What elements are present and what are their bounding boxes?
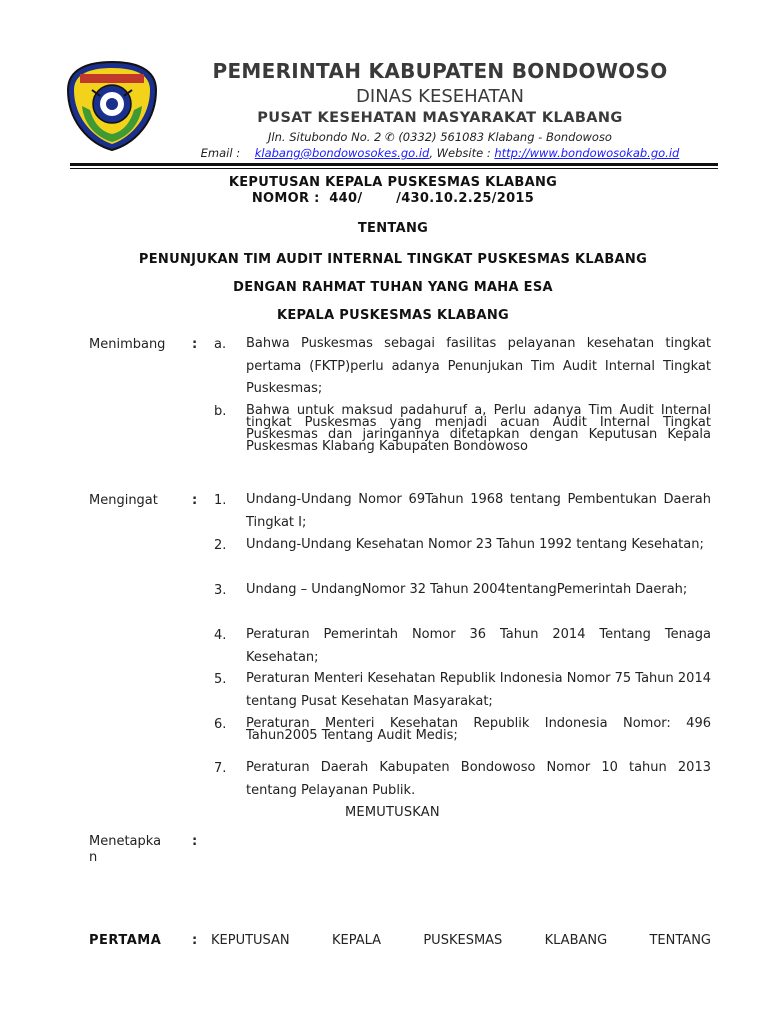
authority-heading: KEPALA PUSKESMAS KLABANG: [276, 308, 509, 323]
grace-heading: DENGAN RAHMAT TUHAN YANG MAHA ESA: [233, 280, 553, 295]
pertama-word: TENTANG: [649, 933, 711, 948]
pertama-label: PERTAMA: [89, 933, 162, 948]
pertama-text: [211, 933, 711, 948]
website-label: , Website :: [429, 146, 491, 160]
address-line: Jln. Situbondo No. 2 ✆ (0332) 561083 Klabang - Bondowoso: [268, 130, 612, 144]
mengingat-item-2: Undang-Undang Kesehatan Nomor 23 Tahun 1992 tentang Kesehatan;: [246, 537, 704, 552]
pertama-colon: :: [192, 933, 198, 948]
memutuskan-heading: MEMUTUSKAN: [345, 805, 440, 820]
menimbang-marker-b: b.: [214, 404, 227, 419]
email-label: Email :: [200, 146, 241, 160]
menimbang-label: Menimbang: [89, 337, 166, 352]
menimbang-colon: :: [192, 337, 198, 352]
pertama-word: KEPUTUSAN: [211, 933, 290, 948]
mengingat-marker-2: 2.: [214, 538, 227, 553]
letterhead-rule-thick: [70, 163, 718, 166]
email-link[interactable]: klabang@bondowosokes.go.id: [254, 146, 430, 160]
mengingat-colon: :: [192, 493, 198, 508]
mengingat-marker-4: 4.: [214, 628, 227, 643]
decree-subject: PENUNJUKAN TIM AUDIT INTERNAL TINGKAT PUSKESMAS KLABANG: [138, 252, 648, 267]
mengingat-marker-7: 7.: [214, 761, 227, 776]
government-name: PEMERINTAH KABUPATEN BONDOWOSO: [212, 59, 668, 83]
letterhead-rule-thin: [70, 168, 718, 169]
menimbang-marker-a: a.: [214, 337, 227, 352]
mengingat-marker-6: 6.: [214, 717, 227, 732]
pertama-word: KLABANG: [544, 933, 608, 948]
mengingat-label: Mengingat: [89, 493, 158, 508]
menimbang-item-a: Bahwa Puskesmas sebagai fasilitas pelayanan kesehatan tingkat pertama (FKTP)perlu adanya Penunjukan Tim Audit Internal Tingkat Puskesmas;: [246, 336, 711, 396]
decree-number: NOMOR : 440/ /430.10.2.25/2015: [251, 191, 535, 206]
mengingat-item-3: Undang – UndangNomor 32 Tahun 2004tentangPemerintah Daerah;: [246, 582, 688, 597]
bondowoso-emblem-logo: [64, 60, 160, 152]
menimbang-item-b: Bahwa untuk maksud padahuruf a, Perlu adanya Tim Audit Internal tingkat Puskesmas yang menjadi acuan Audit Internal Tingkat Puskesmas dan jaringannya ditetapkan dengan Keputusan Kepala Puskesmas Klabang Kabupaten Bondowoso: [246, 403, 711, 454]
pertama-word: PUSKESMAS: [423, 933, 503, 948]
mengingat-item-4: Peraturan Pemerintah Nomor 36 Tahun 2014 Tentang Tenaga Kesehatan;: [246, 627, 711, 665]
tentang-heading: TENTANG: [357, 221, 429, 236]
mengingat-item-7: Peraturan Daerah Kabupaten Bondowoso Nomor 10 tahun 2013 tentang Pelayanan Publik.: [246, 760, 711, 798]
department-name: DINAS KESEHATAN: [356, 86, 524, 107]
health-center-name: PUSAT KESEHATAN MASYARAKAT KLABANG: [257, 110, 623, 126]
mengingat-item-5: Peraturan Menteri Kesehatan Republik Indonesia Nomor 75 Tahun 2014 tentang Pusat Kesehatan Masyarakat;: [246, 671, 711, 709]
mengingat-marker-5: 5.: [214, 672, 227, 687]
mengingat-marker-3: 3.: [214, 583, 227, 598]
menetapkan-label-line2: n: [89, 850, 98, 865]
mengingat-item-1: Undang-Undang Nomor 69Tahun 1968 tentang Pembentukan Daerah Tingkat I;: [246, 492, 711, 530]
website-link[interactable]: http://www.bondowosokab.go.id: [494, 146, 680, 160]
mengingat-item-6: Peraturan Menteri Kesehatan Republik Indonesia Nomor: 496 Tahun2005 Tentang Audit Medis;: [246, 716, 711, 743]
mengingat-marker-1: 1.: [214, 493, 227, 508]
pertama-word: KEPALA: [331, 933, 382, 948]
contact-line: [160, 146, 720, 160]
menetapkan-colon: :: [192, 834, 198, 849]
decree-title: KEPUTUSAN KEPALA PUSKESMAS KLABANG: [228, 175, 558, 190]
menetapkan-label-line1: Menetapka: [89, 834, 162, 849]
